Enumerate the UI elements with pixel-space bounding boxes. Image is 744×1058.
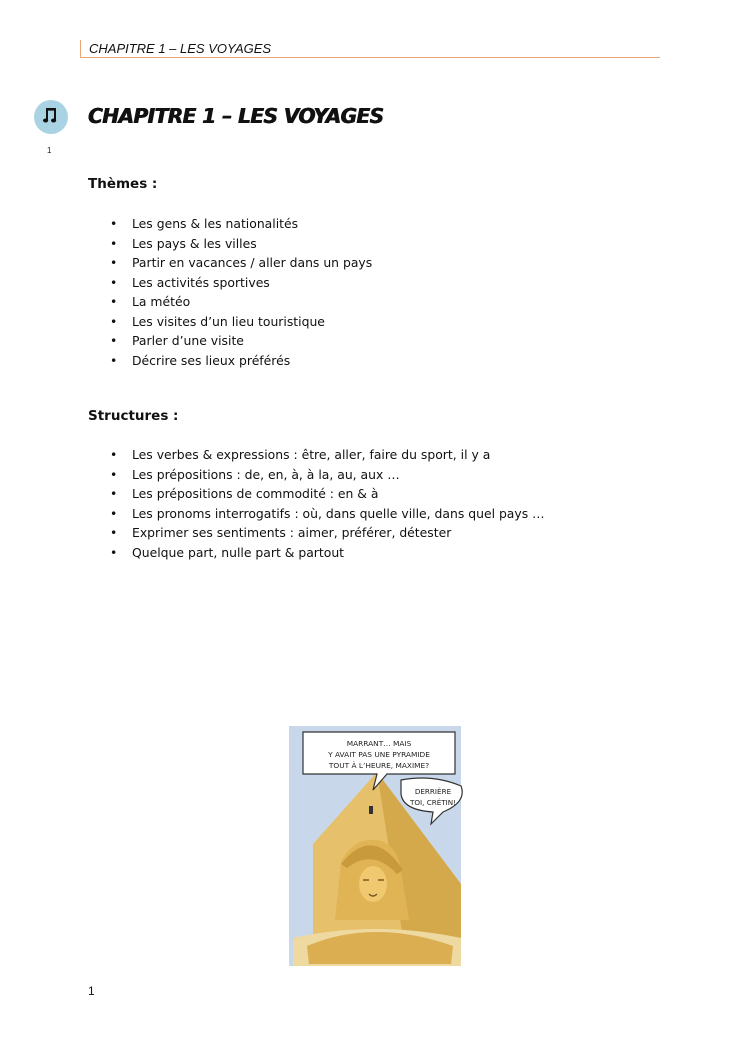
sphinx-cartoon-illustration xyxy=(283,724,469,970)
audio-track-number: 1 xyxy=(47,146,52,155)
list-item: • Les pronoms interrogatifs : où, dans quelle ville, dans quel pays … xyxy=(110,504,545,524)
list-item: • Quelque part, nulle part & partout xyxy=(110,543,545,563)
themes-list xyxy=(110,214,372,370)
list-item: • Décrire ses lieux préférés xyxy=(110,351,372,371)
list-item: • Les pays & les villes xyxy=(110,234,372,254)
running-header-title: CHAPITRE 1 – LES VOYAGES xyxy=(89,41,272,56)
chapter-title: CHAPITRE 1 – LES VOYAGES xyxy=(88,104,384,128)
bubble-2-line-2: TOI, CRÉTIN! xyxy=(409,798,457,807)
list-item: • Les prépositions de commodité : en & à xyxy=(110,484,545,504)
list-item: • Parler d’une visite xyxy=(110,331,372,351)
structures-list xyxy=(110,445,545,562)
list-item: • Exprimer ses sentiments : aimer, préférer, détester xyxy=(110,523,545,543)
page-number: 1 xyxy=(88,984,95,998)
cartoon-figure xyxy=(369,806,373,814)
bubble-2-line-1: DERRIÈRE xyxy=(414,787,452,796)
structures-heading: Structures : xyxy=(88,408,179,424)
running-header xyxy=(80,40,660,58)
music-note-icon xyxy=(41,105,61,129)
list-item: • Partir en vacances / aller dans un pays xyxy=(110,253,372,273)
list-item: • Les verbes & expressions : être, aller, faire du sport, il y a xyxy=(110,445,545,465)
list-item: • Les visites d’un lieu touristique xyxy=(110,312,372,332)
list-item: • La météo xyxy=(110,292,372,312)
themes-heading: Thèmes : xyxy=(88,176,158,192)
bubble-1-line-1: MARRANT… MAIS xyxy=(346,739,412,748)
bubble-1-line-3: TOUT À L’HEURE, MAXIME? xyxy=(328,761,430,770)
bubble-1-line-2: Y AVAIT PAS UNE PYRAMIDE xyxy=(328,750,430,759)
list-item: • Les activités sportives xyxy=(110,273,372,293)
audio-track-badge[interactable] xyxy=(34,100,68,134)
list-item: • Les prépositions : de, en, à, à la, au, aux … xyxy=(110,465,545,485)
list-item: • Les gens & les nationalités xyxy=(110,214,372,234)
